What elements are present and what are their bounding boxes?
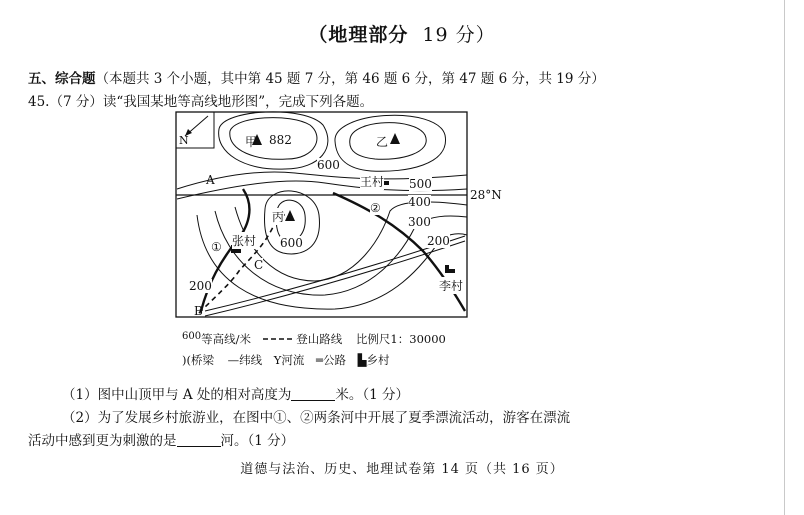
river-2-label: ② xyxy=(370,201,381,215)
point-a-label: A xyxy=(206,173,215,187)
village-zhang-label: 张村 xyxy=(232,234,257,248)
section-note: （本题共 3 个小题，其中第 45 题 7 分，第 46 题 6 分，第 47 题 6 分，共 19 分） xyxy=(95,71,605,87)
contour-label-200-left: 200 xyxy=(189,279,212,293)
contour-200 xyxy=(197,215,467,309)
latitude-label: 28°N xyxy=(470,188,502,202)
legend-contour-sample: 600 xyxy=(182,331,202,342)
legend-bridge-label: 桥梁 xyxy=(190,353,214,367)
legend-road-icon: ═ xyxy=(316,353,323,367)
point-c-label: C xyxy=(254,258,264,272)
section-heading: 五、综合题 xyxy=(28,71,96,87)
section-heading-line xyxy=(28,67,605,87)
river-1-label: ① xyxy=(211,240,222,254)
question-2-line-2 xyxy=(28,429,294,449)
legend-river-icon: Y xyxy=(273,353,282,367)
road-line-1 xyxy=(205,241,465,316)
peak-yi-label: 乙 xyxy=(376,135,389,149)
section-title xyxy=(0,20,804,47)
peak-jia-height: 882 xyxy=(269,133,292,147)
legend-river-label: 河流 xyxy=(281,353,305,367)
legend-route-label: 登山路线 xyxy=(296,332,343,346)
peak-bing-icon xyxy=(285,210,295,221)
page-edge xyxy=(784,0,785,515)
legend-latitude-icon: — xyxy=(227,353,240,367)
village-wang-label: 王村 xyxy=(360,175,385,189)
legend-contour-label: 等高线/米 xyxy=(201,332,251,346)
question-45-stem: 45.（7 分）读“我国某地等高线地形图”，完成下列各题。 xyxy=(28,94,374,110)
north-label: N xyxy=(179,134,189,147)
contour-label-200-right: 200 xyxy=(427,234,450,248)
legend-road-label: 公路 xyxy=(322,353,346,367)
legend-dash-icon xyxy=(263,335,293,343)
peak-bing-label: 丙 xyxy=(272,210,285,224)
question-1 xyxy=(62,383,409,403)
village-li-icon xyxy=(445,265,455,273)
question-2-line-1: （2）为了发展乡村旅游业，在图中①、②两条河中开展了夏季漂流活动，游客在漂流 xyxy=(62,410,571,426)
contour-map xyxy=(175,111,502,318)
question-2-tail: 河。（1 分） xyxy=(220,433,295,449)
contour-label-600-top: 600 xyxy=(317,158,340,172)
contour-label-600-bing: 600 xyxy=(280,236,303,250)
legend-village-icon: ▙ xyxy=(357,353,367,367)
peak-jia-label: 甲 xyxy=(245,135,258,149)
contour-label-500: 500 xyxy=(409,177,432,191)
question-1-tail: 米。（1 分） xyxy=(335,387,410,403)
legend-scale-label: 比例尺1：30000 xyxy=(355,332,446,346)
question-1-blank[interactable] xyxy=(291,387,335,401)
question-2-text: 活动中感到更为刺激的是 xyxy=(28,433,177,449)
legend-latitude-label: 纬线 xyxy=(239,353,263,367)
point-b-label: B xyxy=(194,304,203,318)
title-text: （地理部分 xyxy=(308,24,409,46)
legend-row-2 xyxy=(182,352,390,368)
title-score: 19 分） xyxy=(422,24,496,46)
legend-village-label: 乡村 xyxy=(366,353,390,367)
legend-bridge-icon: )( xyxy=(182,353,191,367)
contour-label-300: 300 xyxy=(408,215,431,229)
legend-row-1 xyxy=(182,331,446,347)
question-1-text: （1）图中山顶甲与 A 处的相对高度为 xyxy=(62,387,292,403)
page-footer: 道德与法治、历史、地理试卷第 14 页（共 16 页） xyxy=(240,462,564,477)
contour-yi-outer xyxy=(335,115,446,171)
peak-yi-icon xyxy=(390,133,400,144)
village-li-label: 李村 xyxy=(439,279,464,293)
question-2-blank[interactable] xyxy=(177,433,221,447)
contour-label-400: 400 xyxy=(408,195,431,209)
